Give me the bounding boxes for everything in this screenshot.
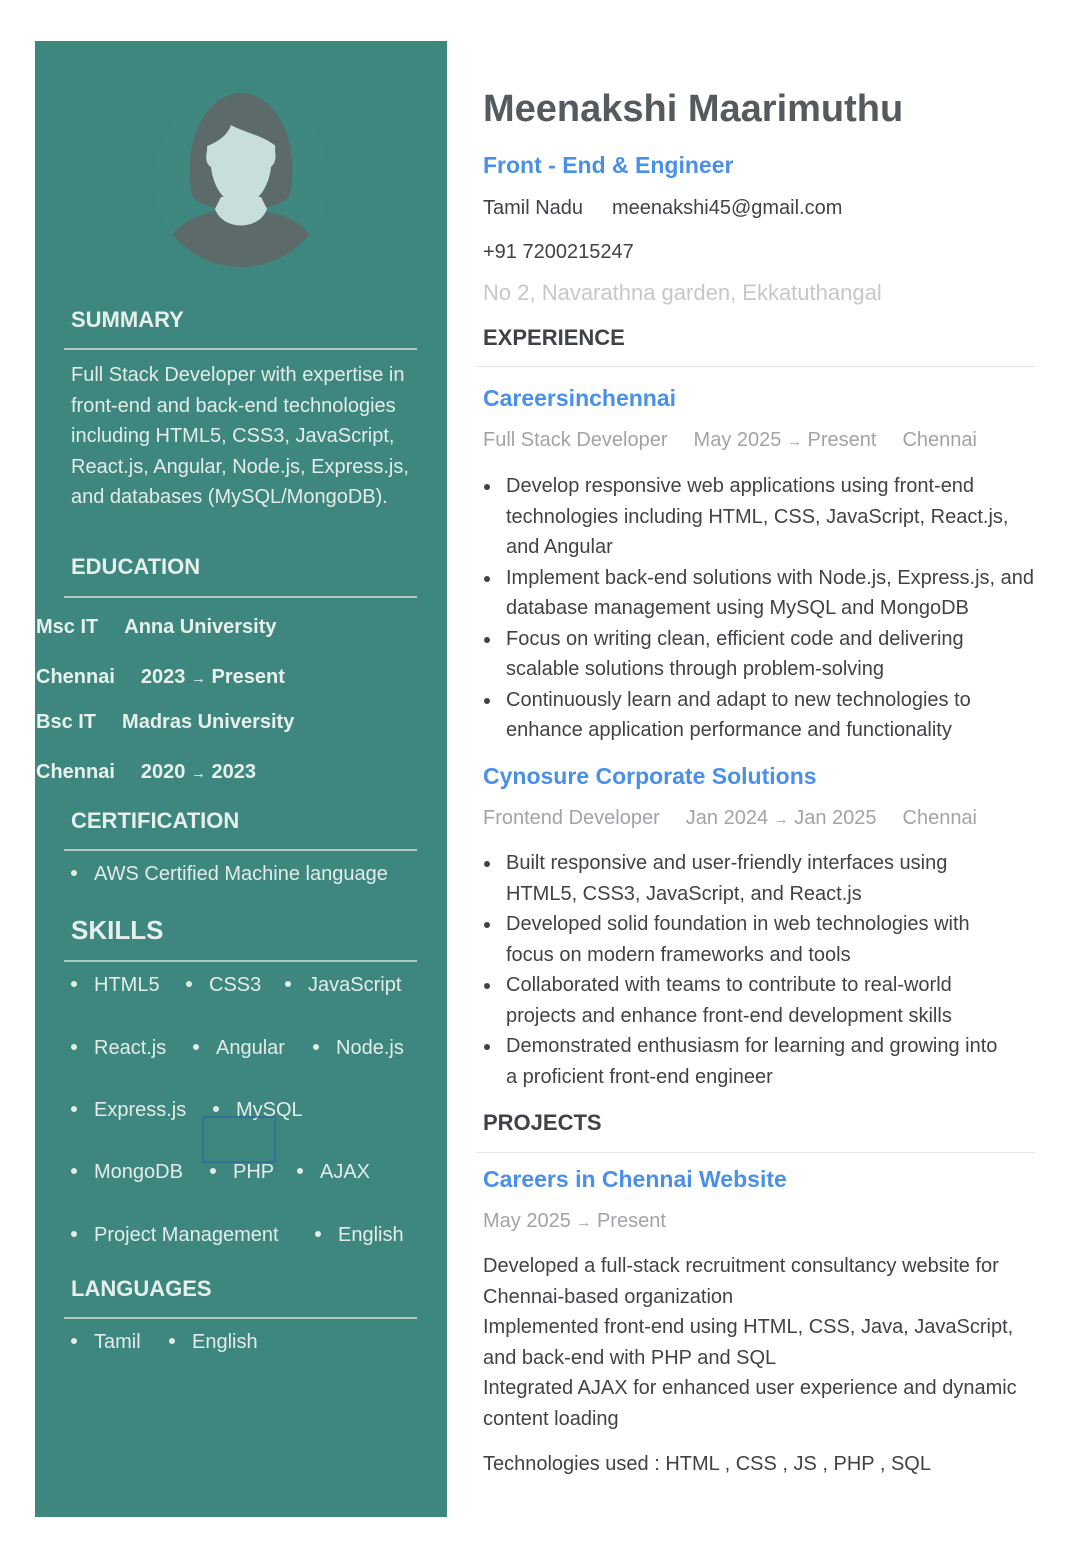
list-item: Collaborated with teams to contribute to real-world projects and enhance front-end development skills [483, 970, 1013, 1031]
arrow-icon: → [190, 765, 206, 782]
arrow-icon: → [190, 670, 206, 687]
project-description [483, 1251, 1023, 1434]
company-name: Careersinchennai [483, 385, 677, 411]
projects-title: PROJECTS [483, 1110, 602, 1135]
summary-divider [64, 348, 417, 350]
language-item: English [169, 1331, 258, 1354]
education-title: EDUCATION [71, 554, 201, 579]
education-end: Present [211, 666, 285, 688]
education-entry-1-line-1 [36, 616, 303, 639]
candidate-name: Meenakshi Maarimuthu [483, 88, 904, 130]
skill-item: English [315, 1224, 404, 1247]
education-end: 2023 [211, 761, 257, 783]
job-city: Chennai [902, 807, 978, 829]
email[interactable]: meenakshi45@gmail.com [612, 197, 843, 219]
languages-title: LANGUAGES [71, 1276, 212, 1301]
project-start: May 2025 [483, 1210, 571, 1232]
summary-text: Full Stack Developer with expertise in front-end and back-end technologies including HTML5, CSS3, JavaScript, React.js, Angular, Node.js, Express.js, and databases (MySQL/MongoDB). [71, 364, 409, 508]
education-degree: Bsc IT [36, 711, 97, 733]
job-meta [483, 429, 1003, 452]
list-item: Develop responsive web applications using front-end technologies including HTML, CSS, JavaScript, React.js, and Angular [483, 471, 1035, 563]
project-dates [483, 1210, 666, 1233]
address: No 2, Navarathna garden, Ekkatuthangal [483, 280, 882, 305]
summary-title: SUMMARY [71, 307, 184, 332]
projects-divider [476, 1152, 1035, 1153]
education-city: Chennai [36, 761, 115, 783]
avatar-icon [153, 91, 329, 267]
project-line: Implemented front-end using HTML, CSS, Java, JavaScript, and back-end with PHP and SQL [483, 1316, 1014, 1369]
education-entry-2-line-1 [36, 711, 320, 734]
skills-divider [64, 960, 417, 962]
job-dates [686, 807, 877, 829]
phone: +91 7200215247 [483, 241, 634, 263]
job-bullets [483, 848, 1013, 1092]
list-item: Demonstrated enthusiasm for learning and growing into a proficient front-end engineer [483, 1031, 1013, 1092]
skills-title: SKILLS [71, 915, 164, 945]
job-start: May 2025 [693, 429, 782, 451]
certification-title: CERTIFICATION [71, 808, 240, 833]
arrow-icon: → [773, 811, 789, 828]
skill-item: JavaScript [285, 974, 401, 997]
skill-item: MongoDB [71, 1161, 183, 1184]
skill-item: CSS3 [186, 974, 261, 997]
arrow-icon: → [786, 433, 802, 450]
education-start: 2020 [140, 761, 186, 783]
company-name: Cynosure Corporate Solutions [483, 763, 817, 789]
job-end: Jan 2025 [794, 807, 877, 829]
skill-item: PHP [210, 1161, 274, 1184]
selection-box[interactable] [202, 1116, 276, 1163]
education-school: Anna University [124, 616, 277, 638]
skill-item: Express.js [71, 1099, 186, 1122]
job-position: Frontend Developer [483, 807, 660, 829]
skill-item: HTML5 [71, 974, 160, 997]
education-dates [141, 666, 285, 688]
list-item: Developed solid foundation in web technologies with focus on modern frameworks and tools [483, 909, 1013, 970]
languages-divider [64, 1317, 417, 1319]
project-line: Developed a full-stack recruitment consultancy website for Chennai-based organization [483, 1255, 999, 1308]
job-start: Jan 2024 [685, 807, 769, 829]
project-line: Integrated AJAX for enhanced user experience and dynamic content loading [483, 1377, 1017, 1430]
skill-item: Project Management [71, 1224, 279, 1247]
education-degree: Msc IT [36, 616, 99, 638]
experience-divider [476, 366, 1035, 367]
skill-item: Angular [193, 1037, 285, 1060]
certification-divider [64, 849, 417, 851]
education-divider [64, 596, 417, 598]
experience-title: EXPERIENCE [483, 325, 625, 350]
education-entry-1-line-2 [36, 666, 285, 689]
education-start: 2023 [140, 666, 186, 688]
job-end: Present [807, 429, 877, 451]
list-item: Focus on writing clean, efficient code and delivering scalable solutions through problem-solving [483, 624, 1035, 685]
job-bullets [483, 471, 1035, 746]
skill-item: Node.js [313, 1037, 404, 1060]
job-dates [694, 429, 877, 451]
candidate-role: Front - End & Engineer [483, 152, 734, 178]
location: Tamil Nadu [483, 197, 584, 219]
job-position: Full Stack Developer [483, 429, 668, 451]
education-school: Madras University [122, 711, 295, 733]
list-item: Implement back-end solutions with Node.js, Express.js, and database management using MySQL and MongoDB [483, 563, 1035, 624]
education-dates [141, 761, 256, 783]
job-city: Chennai [902, 429, 977, 451]
skill-item: MySQL [213, 1099, 303, 1122]
certification-item: AWS Certified Machine language [71, 863, 388, 886]
education-city: Chennai [36, 666, 115, 688]
education-entry-2-line-2 [36, 761, 256, 784]
project-technologies: Technologies used : HTML , CSS , JS , PHP , SQL [483, 1453, 931, 1475]
job-meta [483, 807, 1003, 830]
project-name: Careers in Chennai Website [483, 1166, 787, 1192]
project-end: Present [596, 1210, 666, 1232]
language-item: Tamil [71, 1331, 141, 1354]
skill-item: AJAX [297, 1161, 370, 1184]
arrow-icon: → [576, 1214, 592, 1231]
list-item: Continuously learn and adapt to new technologies to enhance application performance and functionality [483, 685, 1035, 746]
list-item: Built responsive and user-friendly interfaces using HTML5, CSS3, JavaScript, and React.js [483, 848, 1013, 909]
skill-item: React.js [71, 1037, 166, 1060]
